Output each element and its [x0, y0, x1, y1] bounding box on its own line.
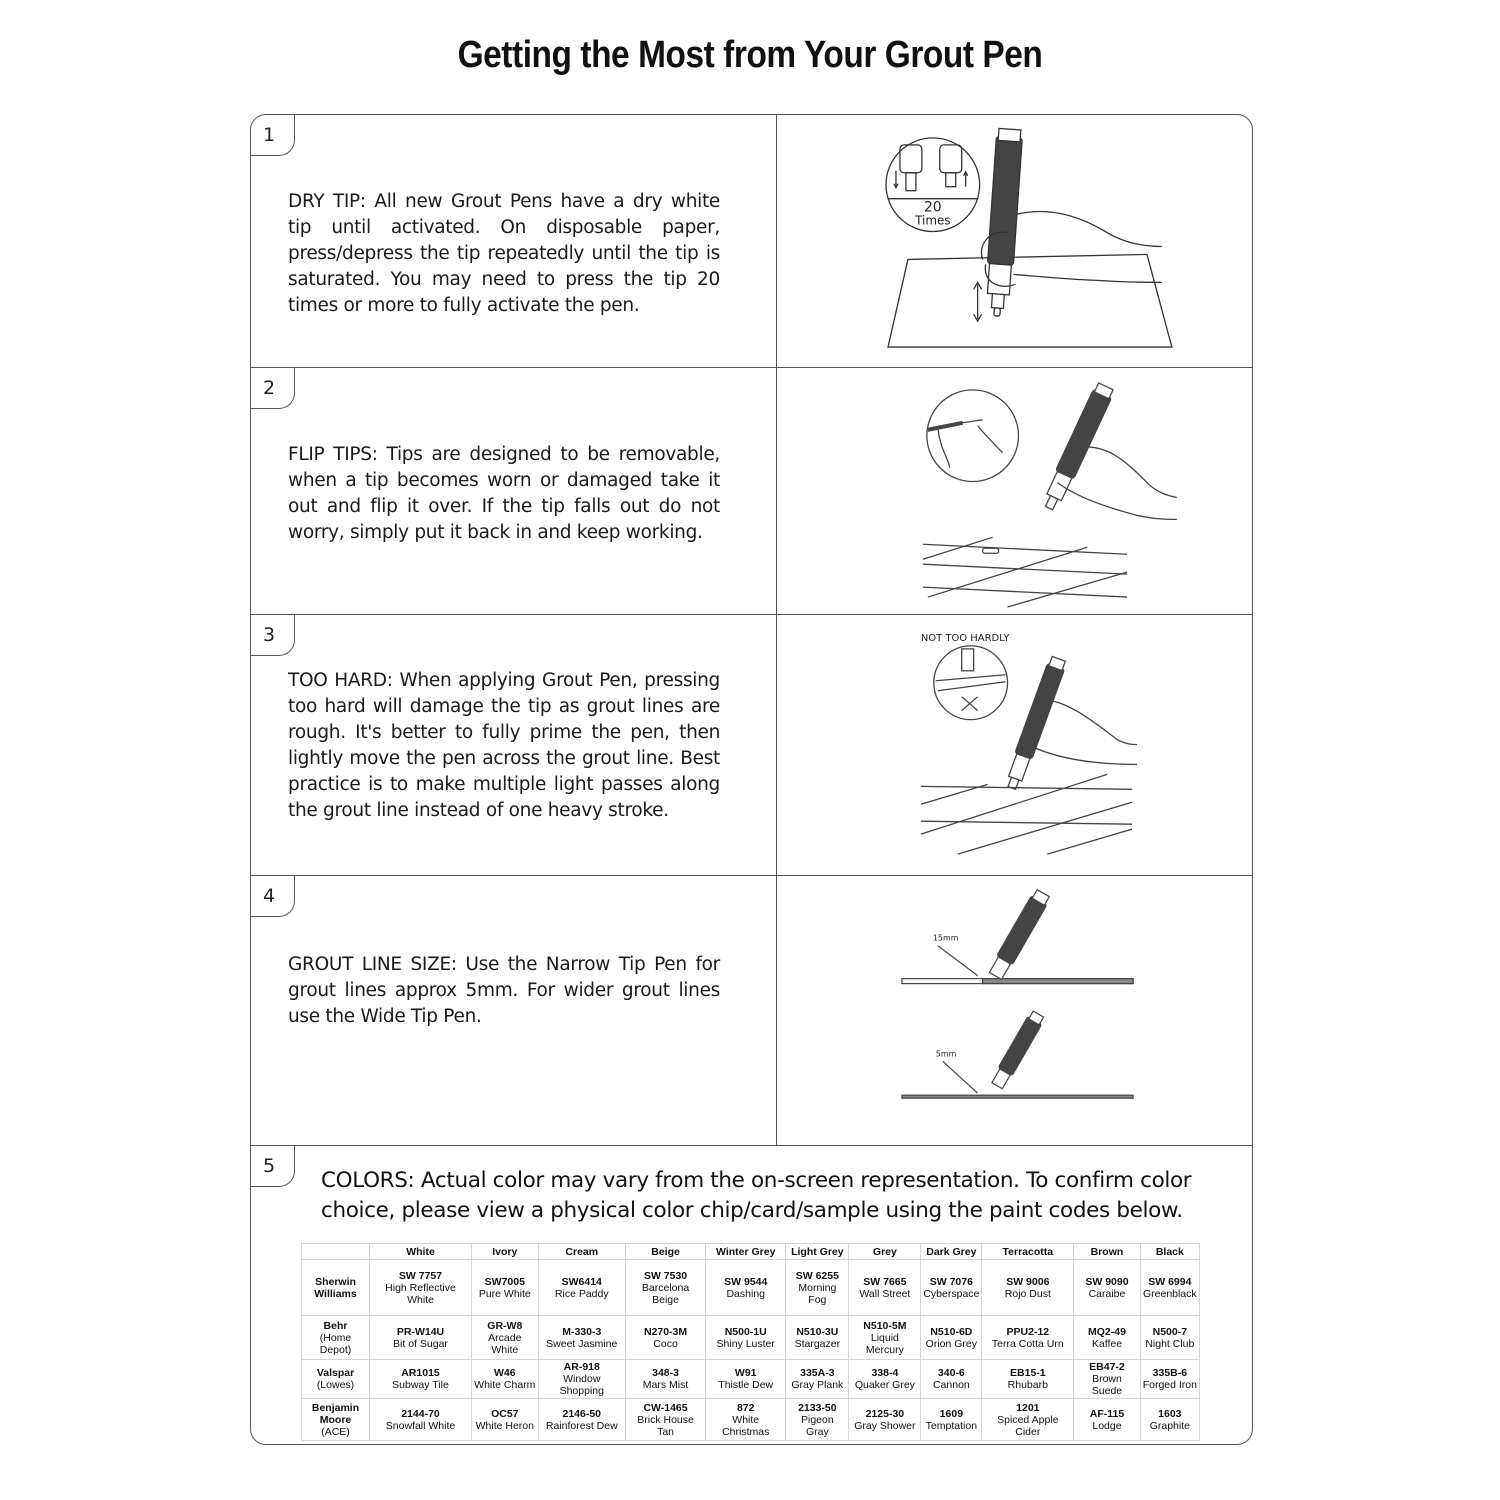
- paint-cell: [538, 1260, 625, 1316]
- column-header: Light Grey: [786, 1244, 849, 1260]
- brand-retailer: (Home Depot): [319, 1331, 352, 1356]
- paint-code: SW 7076: [929, 1275, 973, 1288]
- paint-name: Lodge: [1092, 1419, 1122, 1432]
- paint-name: Pigeon Gray: [801, 1413, 834, 1438]
- column-header: White: [370, 1244, 472, 1260]
- paint-code: M-330-3: [562, 1325, 602, 1338]
- flip-tip-illustration: [778, 368, 1252, 614]
- paint-cell: [921, 1360, 982, 1399]
- paint-code: 2133-50: [798, 1401, 837, 1414]
- paint-code: N510-3U: [796, 1325, 839, 1338]
- paint-cell: [625, 1360, 705, 1399]
- paint-name: Morning Fog: [798, 1281, 837, 1306]
- paint-code: EB47-2: [1089, 1361, 1125, 1373]
- table-row: [302, 1260, 1200, 1316]
- paint-cell: [370, 1316, 472, 1360]
- paint-cell: [982, 1260, 1074, 1316]
- table-header-row: [302, 1244, 1200, 1260]
- paint-code: SW 6994: [1148, 1275, 1192, 1288]
- brand-cell: [302, 1399, 370, 1441]
- step-number-badge: 1: [250, 114, 295, 156]
- paint-cell: [625, 1260, 705, 1316]
- column-divider: [776, 368, 777, 614]
- paint-code: SW 7530: [643, 1269, 688, 1282]
- paint-cell: [625, 1399, 705, 1441]
- paint-name: Pure White: [478, 1287, 531, 1300]
- paint-name: Terra Cotta Urn: [991, 1337, 1064, 1350]
- paint-name: Window Shopping: [559, 1373, 604, 1397]
- step-1: [251, 115, 1252, 368]
- paint-code: SW 9090: [1085, 1275, 1129, 1288]
- paint-code: 335B-6: [1152, 1367, 1188, 1379]
- column-divider: [776, 876, 777, 1145]
- paint-cell: [786, 1399, 849, 1441]
- paint-cell: [849, 1399, 921, 1441]
- step-text: GROUT LINE SIZE: Use the Narrow Tip Pen for grout lines approx 5mm. For wider grout lines use the Wide Tip Pen.: [288, 954, 720, 1027]
- paint-name: Greenblack: [1142, 1287, 1197, 1300]
- step-text: FLIP TIPS: Tips are designed to be removable, when a tip becomes worn or damaged take it out and flip it over. If the tip falls out do not worry, simply put it back in and keep working.: [288, 444, 720, 543]
- paint-cell: [471, 1260, 538, 1316]
- table-row: [302, 1399, 1200, 1441]
- paint-code: AR-918: [563, 1361, 600, 1373]
- paint-cell: [538, 1316, 625, 1360]
- paint-name: Rhubarb: [1007, 1379, 1048, 1391]
- paint-code: SW6414: [561, 1275, 602, 1288]
- paint-code: N270-3M: [643, 1325, 688, 1338]
- paint-code: N500-1U: [724, 1325, 767, 1338]
- brand-retailer: (Lowes): [316, 1379, 355, 1391]
- paint-cell: [706, 1316, 786, 1360]
- step-number-badge: 5: [250, 1145, 295, 1187]
- paint-code: N500-7: [1152, 1325, 1188, 1338]
- paint-name: Stargazer: [794, 1337, 841, 1350]
- step-5-colors: [251, 1146, 1252, 1444]
- brand-name: Behr: [323, 1319, 348, 1332]
- paint-name: Coco: [653, 1337, 678, 1350]
- paint-cell: [1074, 1360, 1140, 1399]
- paint-cell: [982, 1360, 1074, 1399]
- paint-cell: [471, 1316, 538, 1360]
- paint-name: Cyberspace: [923, 1287, 980, 1300]
- wide-line-label: 15mm: [932, 933, 959, 943]
- step-number-badge: 2: [250, 367, 295, 409]
- paint-name: Kaffee: [1091, 1337, 1123, 1350]
- paint-code: N510-5M: [863, 1319, 907, 1332]
- column-header: Dark Grey: [921, 1244, 982, 1260]
- inset-unit-label: Times: [915, 213, 951, 228]
- column-divider: [776, 115, 777, 367]
- paint-name: Barcelona Beige: [641, 1281, 690, 1306]
- paint-name: Mars Mist: [642, 1379, 689, 1391]
- step-number-badge: 3: [250, 614, 295, 656]
- paint-name: Cannon: [932, 1379, 970, 1391]
- paint-code: 2144-70: [401, 1407, 440, 1420]
- paint-name: Quaker Grey: [854, 1379, 915, 1391]
- step-number-badge: 4: [250, 875, 295, 917]
- paint-name: Thistle Dew: [718, 1379, 774, 1391]
- page-title: Getting the Most from Your Grout Pen: [457, 34, 1043, 76]
- paint-cell: [786, 1316, 849, 1360]
- paint-code: SW 6255: [795, 1269, 839, 1282]
- paint-code: W91: [734, 1367, 757, 1379]
- paint-name: Rice Paddy: [554, 1287, 609, 1300]
- paint-code: AR1015: [401, 1367, 440, 1379]
- illustration-flip-tips: [778, 368, 1252, 614]
- illustration-grout-line-size: [778, 876, 1252, 1145]
- paint-code: CW-1465: [643, 1401, 688, 1414]
- paint-cell: [849, 1260, 921, 1316]
- brand-cell: [302, 1316, 370, 1360]
- paint-name: Brown Suede: [1091, 1373, 1123, 1397]
- column-header: Cream: [538, 1244, 625, 1260]
- paint-code: 1201: [1016, 1401, 1040, 1414]
- paint-name: Graphite: [1149, 1419, 1190, 1432]
- step-4: [251, 876, 1252, 1146]
- column-header: Grey: [849, 1244, 921, 1260]
- brand-retailer: (ACE): [321, 1425, 350, 1438]
- paint-code: 1609: [939, 1407, 964, 1420]
- paint-cell: [849, 1360, 921, 1399]
- paint-cell: [1074, 1316, 1140, 1360]
- paint-name: Arcade White: [488, 1331, 522, 1356]
- brand-cell: [302, 1260, 370, 1316]
- paint-cell: [921, 1399, 982, 1441]
- paint-cell: [786, 1260, 849, 1316]
- paint-name: Spiced Apple Cider: [997, 1413, 1059, 1438]
- paint-name: Brick House Tan: [637, 1413, 694, 1438]
- column-header: Winter Grey: [706, 1244, 786, 1260]
- column-header: Beige: [625, 1244, 705, 1260]
- paint-cell: [706, 1399, 786, 1441]
- illustration-dry-tip: [778, 115, 1252, 367]
- paint-code: GR-W8: [487, 1319, 523, 1332]
- paint-code: 1603: [1158, 1407, 1182, 1420]
- paint-code: SW 7757: [398, 1269, 443, 1282]
- pen-on-paper-illustration: [778, 115, 1252, 367]
- paint-code: 2125-30: [865, 1407, 905, 1420]
- paint-code: 348-3: [652, 1367, 679, 1379]
- paint-code: SW 7665: [863, 1275, 907, 1288]
- column-header: Ivory: [471, 1244, 538, 1260]
- table-row: [302, 1360, 1200, 1399]
- paint-code: SW 9006: [1006, 1275, 1050, 1288]
- brand-name: Valspar: [316, 1367, 355, 1379]
- paint-name: Night Club: [1145, 1337, 1195, 1350]
- brand-name: Benjamin Moore: [311, 1401, 360, 1426]
- paint-name: Orion Grey: [925, 1337, 978, 1350]
- paint-name: Gray Shower: [854, 1419, 916, 1432]
- paint-name: Temptation: [925, 1419, 978, 1432]
- paint-cell: [706, 1360, 786, 1399]
- paint-cell: [1140, 1360, 1199, 1399]
- paint-code: MQ2-49: [1088, 1325, 1126, 1338]
- paint-code: 2146-50: [562, 1407, 602, 1420]
- paint-name: Liquid Mercury: [865, 1331, 904, 1356]
- column-header: Brown: [1074, 1244, 1140, 1260]
- paint-name: Gray Plank: [791, 1379, 844, 1391]
- column-header: [302, 1244, 370, 1260]
- paint-cell: [538, 1360, 625, 1399]
- instructions-frame: [250, 114, 1253, 1445]
- paint-name: Rojo Dust: [1004, 1287, 1051, 1300]
- paint-cell: [471, 1399, 538, 1441]
- paint-code: PPU2-12: [1006, 1325, 1050, 1338]
- paint-cell: [471, 1360, 538, 1399]
- paint-code: OC57: [491, 1407, 519, 1420]
- table-row: [302, 1316, 1200, 1360]
- paint-cell: [982, 1316, 1074, 1360]
- paint-code: 338-4: [871, 1367, 899, 1379]
- paint-cell: [1074, 1399, 1140, 1441]
- inset-count-label: 20: [923, 199, 942, 216]
- paint-code: W46: [493, 1367, 516, 1379]
- brand-name: Sherwin Williams: [314, 1275, 357, 1300]
- paint-name: Forged Iron: [1142, 1379, 1197, 1391]
- paint-cell: [1140, 1399, 1199, 1441]
- paint-code: SW 9544: [724, 1275, 768, 1288]
- paint-cell: [538, 1399, 625, 1441]
- paint-name: Shiny Luster: [716, 1337, 775, 1350]
- paint-cell: [1140, 1260, 1199, 1316]
- paint-cell: [625, 1316, 705, 1360]
- paint-code: AF-115: [1089, 1407, 1125, 1420]
- paint-code: 335A-3: [800, 1367, 835, 1379]
- paint-cell: [921, 1316, 982, 1360]
- paint-name: Wall Street: [859, 1287, 911, 1300]
- paint-code-table: [301, 1243, 1200, 1441]
- too-hard-illustration: [778, 615, 1252, 875]
- paint-name: Rainforest Dew: [545, 1419, 618, 1432]
- paint-code: PR-W14U: [396, 1325, 445, 1338]
- step-3: [251, 615, 1252, 876]
- step-text: DRY TIP: All new Grout Pens have a dry white tip until activated. On disposable paper, press/depress the tip repeatedly until the tip is saturated. You may need to press the tip 20 times or more to fully activate the pen.: [288, 191, 720, 316]
- paint-code: EB15-1: [1010, 1367, 1046, 1379]
- paint-cell: [370, 1260, 472, 1316]
- paint-name: White Christmas: [722, 1413, 770, 1438]
- paint-cell: [786, 1360, 849, 1399]
- paint-name: Sweet Jasmine: [546, 1337, 618, 1350]
- paint-cell: [921, 1260, 982, 1316]
- illustration-caption: NOT TOO HARDLY: [920, 632, 1010, 644]
- grout-width-illustration: [778, 876, 1252, 1145]
- paint-cell: [849, 1316, 921, 1360]
- paint-name: Snowfall White: [385, 1419, 456, 1432]
- column-header: Black: [1140, 1244, 1199, 1260]
- paint-code: 872: [736, 1401, 755, 1414]
- paint-code: N510-6D: [930, 1325, 973, 1338]
- paint-name: Subway Tile: [392, 1379, 449, 1391]
- illustration-too-hard: [778, 615, 1252, 875]
- narrow-line-label: 5mm: [935, 1049, 957, 1059]
- paint-name: Bit of Sugar: [393, 1337, 448, 1350]
- paint-cell: [706, 1260, 786, 1316]
- step-text: TOO HARD: When applying Grout Pen, pressing too hard will damage the tip as grout lines are rough. It's better to fully prime the pen, then lightly move the pen across the grout line. Best practice is to make multiple light passes along the grout line instead of one heavy stroke.: [288, 670, 720, 821]
- paint-name: Caraibe: [1088, 1287, 1126, 1300]
- paint-code: 340-6: [937, 1367, 965, 1379]
- paint-cell: [1074, 1260, 1140, 1316]
- paint-cell: [1140, 1316, 1199, 1360]
- paint-name: Dashing: [726, 1287, 765, 1300]
- paint-cell: [370, 1399, 472, 1441]
- paint-cell: [982, 1399, 1074, 1441]
- colors-disclaimer: COLORS: Actual color may vary from the on-screen representation. To confirm color choice, please view a physical color chip/card/sample using the paint codes below.: [321, 1168, 1192, 1223]
- paint-code: SW7005: [484, 1275, 525, 1288]
- brand-cell: [302, 1360, 370, 1399]
- column-divider: [776, 615, 777, 875]
- paint-name: White Heron: [475, 1419, 534, 1432]
- paint-name: White Charm: [474, 1379, 536, 1391]
- paint-name: High Reflective White: [385, 1281, 456, 1306]
- step-2: [251, 368, 1252, 615]
- column-header: Terracotta: [982, 1244, 1074, 1260]
- paint-cell: [370, 1360, 472, 1399]
